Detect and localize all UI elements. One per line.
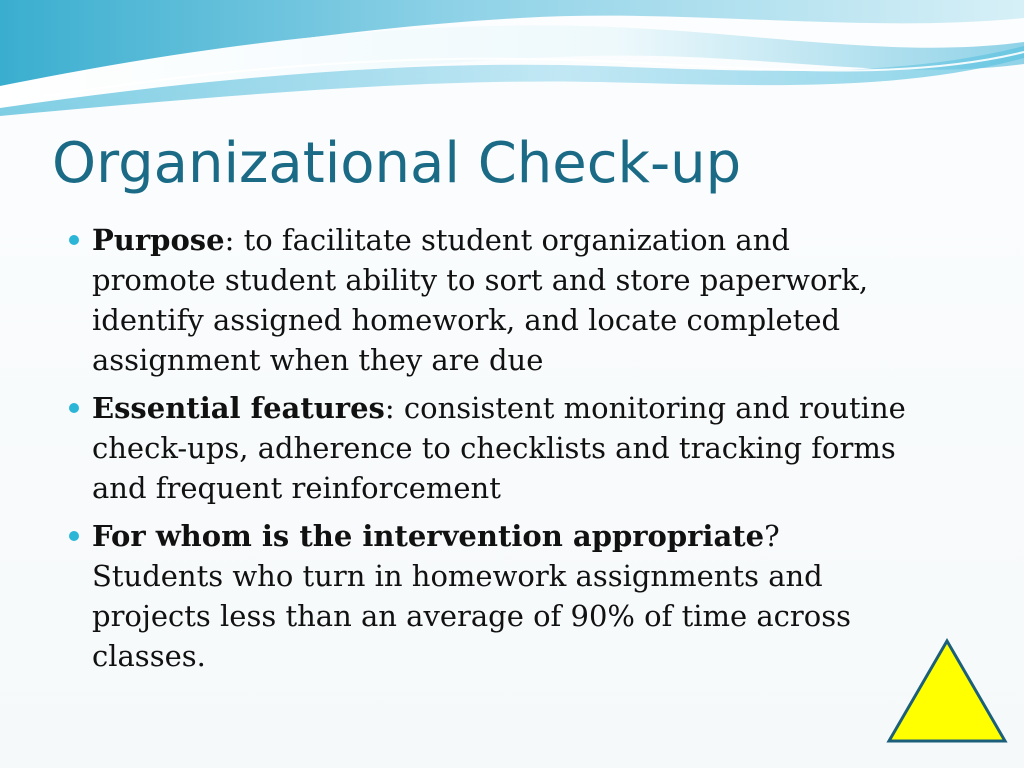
bullet-dot-icon [69,531,79,541]
bullet-text: ? Students who turn in homework assignments and projects less than an average of 90% of time across classes. [92,519,852,673]
bullet-dot-icon [69,235,79,245]
bullet-text: : consistent monitoring and routine check-ups, adherence to checklists and tracking forms and frequent reinforcement [92,391,906,505]
bullet-label: Essential features [92,391,385,425]
bullet-label: Purpose [92,223,225,257]
slide-title: Organizational Check-up [52,131,742,196]
bullet-list [62,220,912,684]
bullet-dot-icon [69,403,79,413]
yellow-triangle-icon [884,636,1010,746]
decorative-header-wave [0,0,1024,130]
bullet-purpose [62,220,912,380]
bullet-for-whom [62,516,912,676]
bullet-text: : to facilitate student organization and promote student ability to sort and store paperwork, identify assigned homework, and locate completed assignment when they are due [92,223,869,377]
bullet-label: For whom is the intervention appropriate [92,519,765,553]
bullet-essential-features [62,388,912,508]
